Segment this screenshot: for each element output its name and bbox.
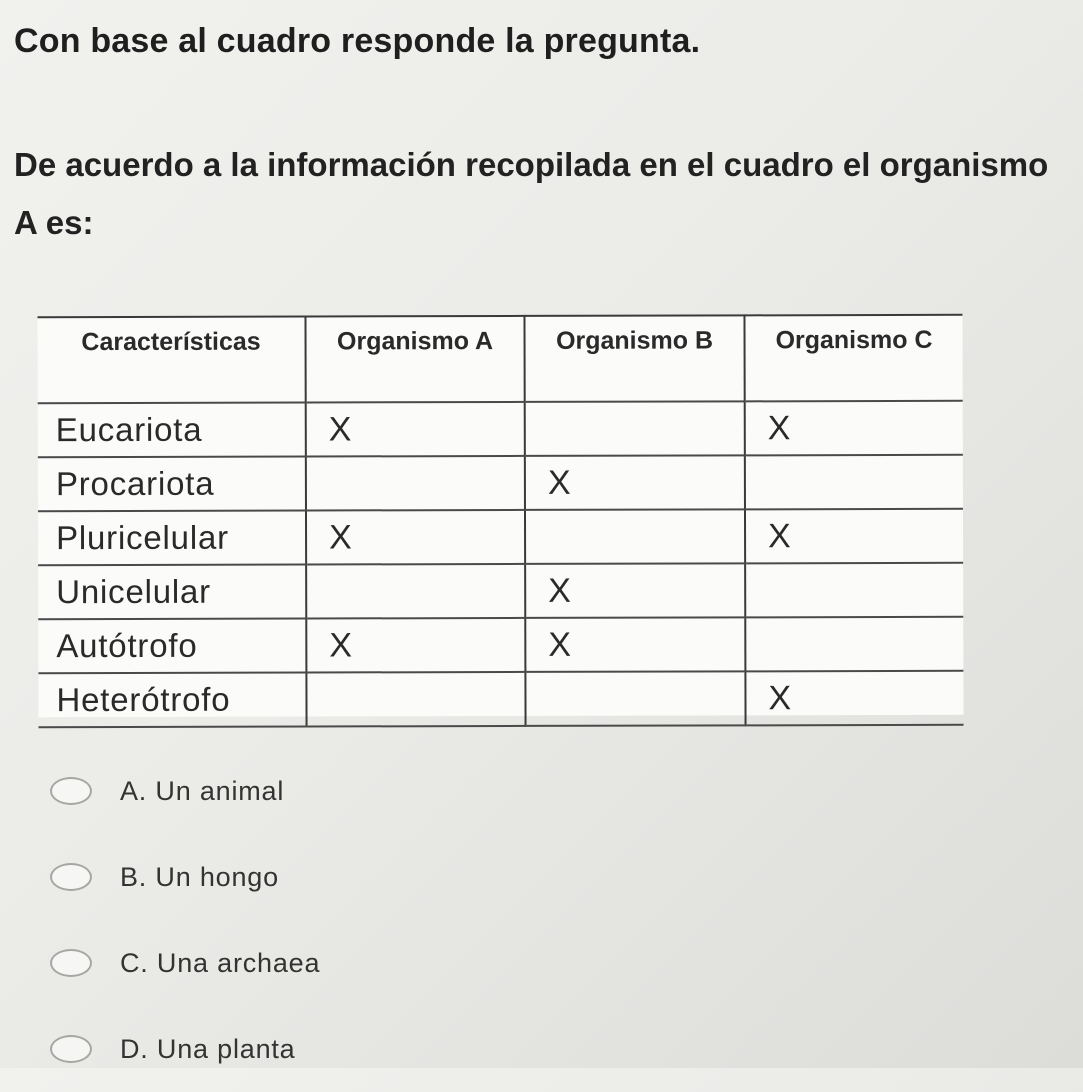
organism-c-mark <box>745 617 963 672</box>
organism-b-mark <box>525 509 745 564</box>
organism-a-mark: X <box>306 618 525 673</box>
organism-b-mark <box>525 401 745 456</box>
option-a[interactable] <box>50 748 320 834</box>
radio-button-icon[interactable] <box>50 777 92 805</box>
organism-c-mark: X <box>745 401 963 456</box>
characteristic-cell: Eucariota <box>38 403 306 458</box>
characteristic-cell: Unicelular <box>38 565 306 620</box>
option-c[interactable] <box>50 920 320 1006</box>
organism-c-mark: X <box>745 671 963 726</box>
characteristic-cell: Pluricelular <box>38 511 306 566</box>
characteristics-table-container <box>37 314 963 717</box>
instruction-text: Con base al cuadro responde la pregunta. <box>14 22 701 60</box>
option-label: B. Un hongo <box>120 861 279 892</box>
header-characteristics: Características <box>37 317 305 404</box>
question-text: De acuerdo a la información recopilada en el cuadro el organismo A es: <box>14 146 1049 241</box>
organism-b-mark: X <box>525 455 745 510</box>
table-row <box>38 401 963 457</box>
organism-a-mark <box>306 564 525 619</box>
header-organism-a: Organismo A <box>305 316 524 403</box>
table-header-row <box>37 315 962 403</box>
table-row <box>38 563 963 619</box>
answer-options <box>50 748 320 1092</box>
characteristic-cell: Heterótrofo <box>38 673 306 728</box>
characteristic-cell: Procariota <box>38 457 306 512</box>
radio-button-icon[interactable] <box>50 949 92 977</box>
characteristic-cell: Autótrofo <box>38 619 306 674</box>
organism-c-mark <box>745 563 963 618</box>
organism-b-mark <box>525 671 745 726</box>
organism-b-mark: X <box>525 563 745 618</box>
radio-button-icon[interactable] <box>50 1035 92 1063</box>
organism-c-mark <box>745 455 963 510</box>
option-label: D. Una planta <box>120 1033 296 1064</box>
organism-a-mark: X <box>306 510 525 565</box>
organism-a-mark <box>306 456 525 511</box>
organism-b-mark: X <box>525 617 745 672</box>
organism-a-mark: X <box>306 402 525 457</box>
option-b[interactable] <box>50 834 320 920</box>
header-organism-c: Organismo C <box>744 315 962 402</box>
organism-c-mark: X <box>745 509 963 564</box>
table-row <box>38 617 963 673</box>
option-label: A. Un animal <box>120 775 285 806</box>
radio-button-icon[interactable] <box>50 863 92 891</box>
header-organism-b: Organismo B <box>524 315 744 402</box>
option-d[interactable] <box>50 1006 320 1092</box>
table-row <box>38 671 963 727</box>
option-label: C. Una archaea <box>120 947 321 978</box>
table-row <box>38 455 963 511</box>
characteristics-table <box>37 314 963 728</box>
table-row <box>38 509 963 565</box>
organism-a-mark <box>306 672 525 727</box>
